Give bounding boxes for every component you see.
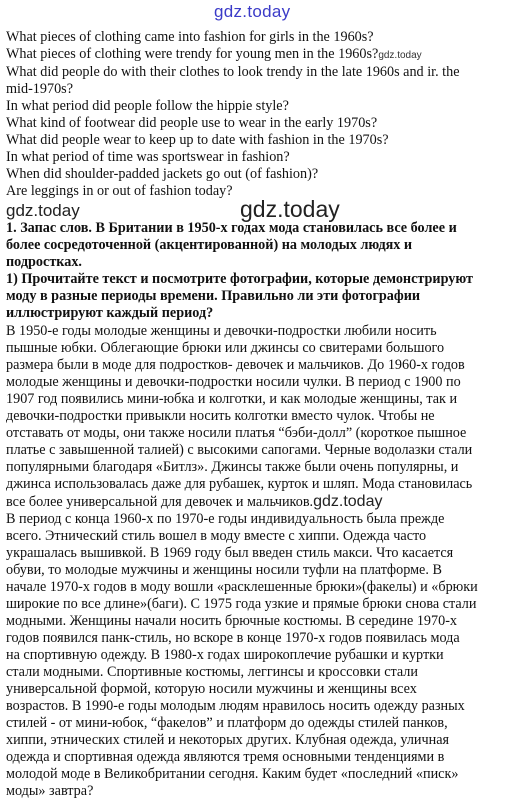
text-line: универсальной формой, которую носили мужчины и женщины всех	[6, 681, 417, 697]
question-line: What kind of footwear did people use to wear in the early 1970s?	[6, 115, 378, 131]
instruction-line: моду в разные периоды времени. Правильно ли эти фотографии	[6, 288, 421, 304]
task-heading	[6, 220, 506, 322]
watermark-inline: gdz.today	[313, 493, 383, 510]
text-line: 1907 год появились мини-юбка и колготки, и как молодые женщины, так и	[6, 391, 458, 407]
watermark-small: gdz.today	[6, 201, 80, 220]
question-line: Are leggings in or out of fashion today?	[6, 183, 233, 199]
question-line: When did shoulder-padded jackets go out (of fashion)?	[6, 166, 319, 182]
question-line: mid-1970s?	[6, 81, 73, 97]
text-segment: все более универсальной для девочек и мальчиков.	[6, 494, 314, 510]
watermark-big: gdz.today	[240, 196, 340, 222]
question-line: In what period did people follow the hippie style?	[6, 98, 289, 114]
question-line	[6, 46, 506, 64]
question-line: What did people wear to keep up to date with fashion in the 1970s?	[6, 132, 389, 148]
text-line: возрастов. В 1990-е годы молодым людям нравилось носить одежду разных	[6, 698, 465, 714]
watermark-top: gdz.today	[214, 2, 291, 21]
text-line: начале 1970-х годов в моду вошли «расклешенные брюки»(факелы) и «брюки	[6, 579, 478, 595]
text-line: моды» завтра?	[6, 783, 94, 799]
heading-line: более сосредоточенной (акцентированной) на молодых людях и	[6, 237, 413, 253]
text-line: на спортивную одежду. В 1980-х годах широкоплечие рубашки и куртки	[6, 647, 444, 663]
text-line: всего. Этнический стиль вошел в моду вместе с хиппи. Одежда часто	[6, 528, 427, 544]
instruction-line: 1) Прочитайте текст и посмотрите фотографии, которые демонстрируют	[6, 271, 474, 287]
text-line: модными. Женщины начали носить брючные костюмы. В середине 1970-х	[6, 613, 458, 629]
text-line: широкие по все длине»(баги). С 1975 года узкие и прямые брюки снова стали	[6, 596, 477, 612]
text-line: В период с конца 1960-х по 1970-е годы индивидуальность была прежде	[6, 511, 445, 527]
question-line: What did people do with their clothes to look trendy in the late 1960s and ir. the	[6, 64, 460, 80]
text-line: украшалась вышивкой. В 1969 году был введен стиль макси. Что касается	[6, 545, 454, 561]
question-line: In what period of time was sportswear in fashion?	[6, 149, 290, 165]
text-line: молодые женщины и девочки-подростки носили чулки. В период с 1900 по	[6, 374, 461, 390]
text-line: джинса использовалась даже для рубашек, курток и шляп. Мода становилась	[6, 476, 473, 492]
text-line: пышные юбки. Облегающие брюки или джинсы со свитерами большого	[6, 340, 445, 356]
text-line: стали модными. Спортивные костюмы, леггинсы и кроссовки стали	[6, 664, 418, 680]
text-line: хиппи, этнических стилей и некоторых других. Клубная одежда, уличная	[6, 732, 450, 748]
text-line: отставать от моды, они также носили платья “бэби-долл” (короткое пышное	[6, 425, 467, 441]
russian-body-text	[6, 323, 506, 800]
text-line: молодой моде в Великобритании сегодня. Каким будет «последний «писк»	[6, 766, 459, 782]
text-line: популярными благодаря «Битлз». Джинсы также были очень популярны, и	[6, 459, 459, 475]
text-line	[6, 493, 506, 511]
watermark-inline: gdz.today	[378, 50, 422, 61]
text-line: девочки-подростки привыкли носить колготки вместо чулок. Чтобы не	[6, 408, 435, 424]
text-line: годов появился панк-стиль, но вскоре в конце 1970-х годов появилась мода	[6, 630, 460, 646]
question-line: What pieces of clothing came into fashion for girls in the 1960s?	[6, 29, 374, 45]
text-line: одежда и спортивная одежда являются тремя основными тенденциями в	[6, 749, 445, 765]
text-line: платье с завышенной талией) с высокими сапогами. Черные водолазки стали	[6, 442, 473, 458]
text-line: размера были в моде для подростков- девочек и мальчиков. До 1960-х годов	[6, 357, 465, 373]
heading-line: 1. Запас слов. В Британии в 1950-х годах мода становилась все более и	[6, 220, 457, 236]
text-line: В 1950-е годы молодые женщины и девочки-подростки любили носить	[6, 323, 437, 339]
english-questions-list	[6, 29, 506, 200]
heading-line: подростках.	[6, 254, 82, 270]
text-line: стилей - от мини-юбок, “факелов” и платформ до одежды стилей панков,	[6, 715, 448, 731]
text-line: обуви, то молодые мужчины и женщины носили туфли на платформе. В	[6, 562, 442, 578]
instruction-line: иллюстрируют каждый период?	[6, 305, 214, 321]
question-text: What pieces of clothing were trendy for young men in the 1960s?	[6, 46, 379, 62]
